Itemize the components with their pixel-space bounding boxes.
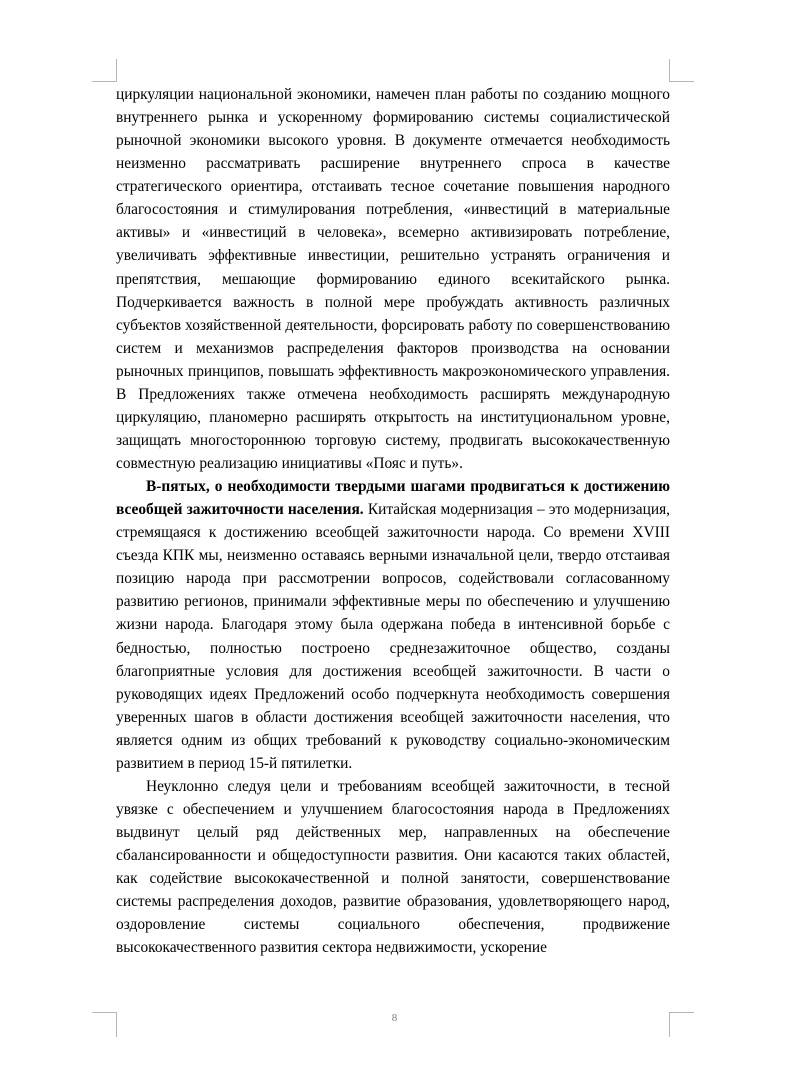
paragraph-3-text: Неуклонно следуя цели и требованиям всеобщей зажиточности, в тесной увязке с обеспечением и улучшением благосостояния народа в Предложениях выдвинут целый ряд действенных мер, направленных на обеспечение сбалансированности и общедоступности развития. Они касаются таких областей, как содействие высококачественной и полной занятости, совершенствование системы распределения доходов, развитие образования, удовлетворяющего народ, оздоровление системы социального обеспечения, продвижение высококачественного развития сектора недвижимости, ускорение bbox=[116, 777, 670, 957]
body-text bbox=[116, 83, 670, 959]
paragraph-1 bbox=[116, 83, 670, 475]
paragraph-3 bbox=[116, 775, 670, 960]
crop-mark-top-right bbox=[669, 59, 694, 82]
paragraph-2 bbox=[116, 475, 670, 775]
page-number: 8 bbox=[391, 1012, 398, 1024]
paragraph-2-heading: В-пятых, о необходимости твердыми шагами продвигаться к достижению всеобщей зажиточности населения. bbox=[116, 478, 670, 519]
paragraph-1-text: циркуляции национальной экономики, намечен план работы по созданию мощного внутреннего рынка и ускоренному формированию системы социалистической рыночной экономики высокого уровня. В документе отмечается необходимость неизменно рассматривать расширение внутреннего спроса в качестве стратегического ориентира, отстаивать тесное сочетание повышения народного благосостояния и стимулирования потребления, «инвестиций в материальные активы» и «инвестиций в человека», всемерно активизировать потребление, увеличивать эффективные инвестиции, решительно устранять ограничения и препятствия, мешающие формированию единого всекитайского рынка. Подчеркивается важность в полной мере пробуждать активность различных субъектов хозяйственной деятельности, форсировать работу по совершенствованию систем и механизмов распределения факторов производства на основании рыночных принципов, повышать эффективность макроэкономического управления. В Предложениях также отмечена необходимость расширять международную циркуляцию, планомерно расширять открытость на институциональном уровне, защищать многостороннюю торговую систему, продвигать высококачественную совместную реализацию инициативы «Пояс и путь». bbox=[116, 86, 670, 472]
crop-mark-top-left bbox=[92, 59, 117, 82]
paragraph-2-text: Китайская модернизация – это модернизация, стремящаяся к достижению всеобщей зажиточности народа. Со времени XVIII съезда КПК мы, неизменно оставаясь верными изначальной цели, твердо отстаивая позицию народа при рассмотрении вопросов, содействовали согласованному развитию регионов, принимали эффективные меры по обеспечению и улучшению жизни народа. Благодаря этому была одержана победа в интенсивной борьбе с бедностью, полностью построено среднезажиточное общество, созданы благоприятные условия для достижения всеобщей зажиточности. В части о руководящих идеях Предложений особо подчеркнута необходимость совершения уверенных шагов в области достижения всеобщей зажиточности населения, что является одним из общих требований к руководству социально-экономическим развитием в период 15-й пятилетки. bbox=[116, 501, 671, 772]
